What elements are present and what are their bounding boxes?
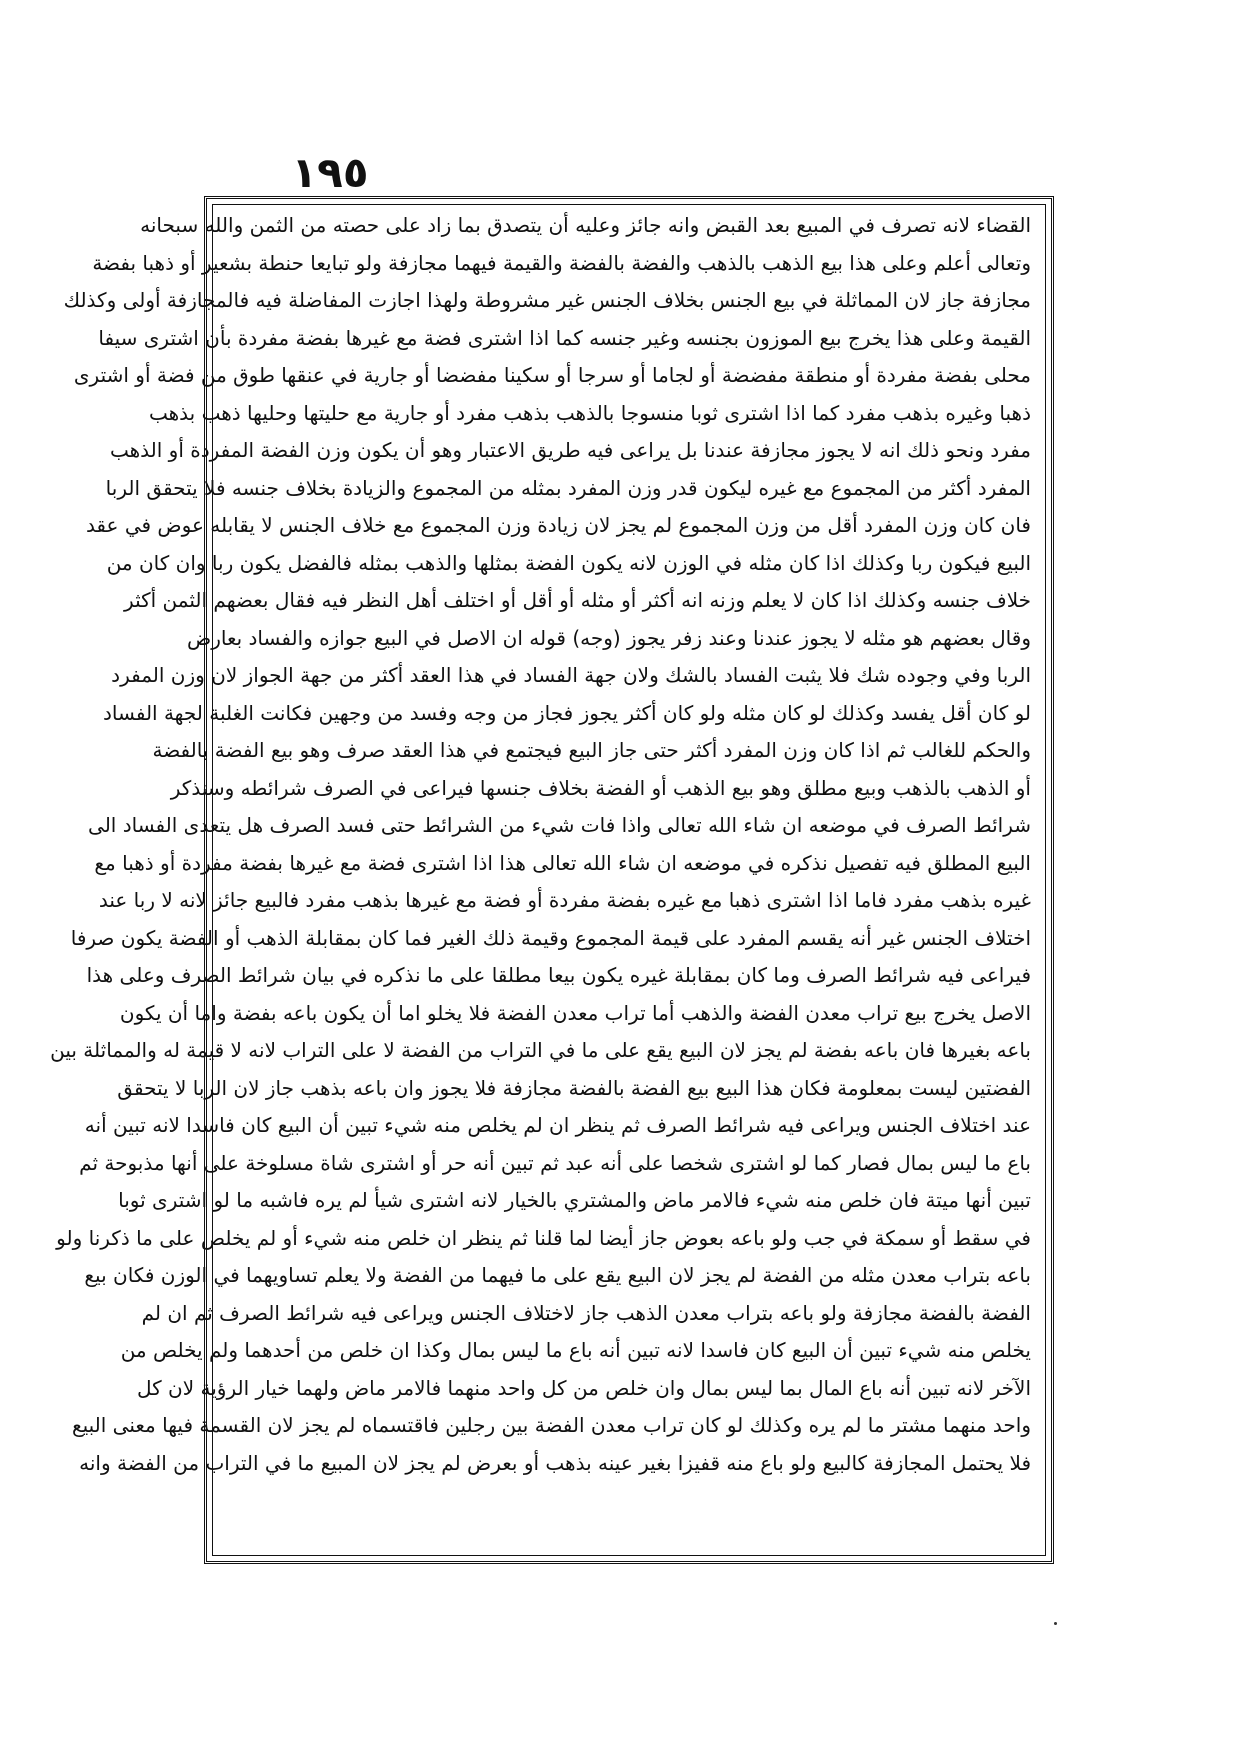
text-line: باعه بتراب معدن مثله من الفضة لم يجز لان البيع يقع على ما فيهما من الفضة ولا يعلم تساويهما في الوزن فكان بيع [84, 1263, 1031, 1287]
text-line: الربا وفي وجوده شك فلا يثبت الفساد بالشك ولان جهة الفساد في هذا العقد أكثر من جهة الجواز لان وزن المفرد [111, 663, 1031, 687]
text-line: باعه بغيرها فان باعه بفضة لم يجز لان البيع يقع على ما في التراب من الفضة لا على التراب لانه لا قيمة له والمماثلة بين [50, 1038, 1031, 1062]
text-line: مجازفة جاز لان المماثلة في بيع الجنس بخلاف الجنس غير مشروطة ولهذا اجازت المفاضلة فيه فالمجازفة أولى وكذلك [63, 288, 1031, 312]
text-line: محلى بفضة مفردة أو منطقة مفضضة أو لجاما أو سرجا أو سكينا مفضضا أو جارية في عنقها طوق من فضة أو اشترى [73, 363, 1031, 387]
text-line: شرائط الصرف في موضعه ان شاء الله تعالى واذا فات شيء من الشرائط حتى فسد الصرف هل يتعدى الفساد الى [88, 813, 1031, 837]
text-line: باع ما ليس بمال فصار كما لو اشترى شخصا على أنه عبد ثم تبين أنه حر أو اشترى شاة مسلوخة على أنها مذبوحة ثم [79, 1150, 1031, 1175]
text-line: والحكم للغالب ثم اذا كان وزن المفرد أكثر حتى جاز البيع فيجتمع في هذا العقد صرف وهو بيع الفضة بالفضة [152, 738, 1031, 762]
text-line: وقال بعضهم هو مثله لا يجوز عندنا وعند زفر يجوز (وجه) قوله ان الاصل في البيع جوازه والفساد بعارض [187, 625, 1031, 650]
text-line: فلا يحتمل المجازفة كالبيع ولو باع منه قفيزا بغير عينه بذهب أو بعرض لم يجز لان المبيع ما في التراب من الفضة وانه [79, 1450, 1031, 1475]
page-number: ١٩٥ [291, 148, 369, 197]
text-block [50, 207, 1031, 1557]
text-line: القيمة وعلى هذا يخرج بيع الموزون بجنسه وغير جنسه كما اذا اشترى فضة مع غيرها بفضة مفردة بأن اشترى سيفا [98, 325, 1031, 350]
text-line: الآخر لانه تبين أنه باع المال بما ليس بمال وان خلص من كل واحد منهما فالامر ماض ولهما خيار الرؤية لان كل [137, 1375, 1031, 1400]
text-line: أو الذهب بالذهب وبيع مطلق وهو بيع الذهب أو الفضة بخلاف جنسها فيراعى في الصرف شرائطه وسنذكر [170, 775, 1031, 800]
text-line [229, 1520, 1031, 1558]
text-line: الفضتين ليست بمعلومة فكان هذا البيع بيع الفضة بالفضة مجازفة فلا يجوز وان باعه بذهب جاز لان الربا لا يتحقق [117, 1075, 1031, 1100]
text-line: فيراعى فيه شرائط الصرف وما كان بمقابلة غيره يكون بيعا مطلقا على ما نذكره في بيان شرائط الصرف وعلى هذا [86, 963, 1031, 987]
text-line: عند اختلاف الجنس ويراعى فيه شرائط الصرف ثم ينظر ان لم يخلص منه شيء تبين أن البيع كان فاسدا لانه تبين أنه [84, 1113, 1031, 1137]
text-line: يخلص منه شيء تبين أن البيع كان فاسدا لانه تبين أنه باع ما ليس بمال وكذا ان خلص من أحدهما ولم يخلص من [120, 1338, 1031, 1362]
text-line: مفرد ونحو ذلك انه لا يجوز مجازفة عندنا بل يراعى فيه طريق الاعتبار وهو أن يكون وزن الفضة المفردة أو الذهب [109, 438, 1031, 462]
text-line: ذهبا وغيره بذهب مفرد كما اذا اشترى ثوبا منسوجا بالذهب بذهب مفرد أو جارية مع حليتها وحليها ذهب بذهب [148, 400, 1031, 425]
text-line: الاصل يخرج بيع تراب معدن الفضة والذهب أما تراب معدن الفضة فلا يخلو اما أن يكون باعه بفضة واما أن يكون [119, 1000, 1031, 1025]
stray-ink-dot [1054, 1622, 1057, 1625]
text-line: فان كان وزن المفرد أقل من وزن المجموع لم يجز لان زيادة وزن المجموع مع خلاف الجنس لا يقابله عوض في عقد [85, 513, 1031, 537]
text-line: في سقط أو سمكة في جب ولو باعه بعوض جاز أيضا لما قلنا ثم ينظر ان خلص منه شيء أو لم يخلص على ما ذكرنا ولو [56, 1225, 1031, 1250]
text-line [229, 1482, 1031, 1520]
text-line: البيع فيكون ربا وكذلك اذا كان مثله في الوزن لانه يكون الفضة بمثلها والذهب بمثله فالفضل يكون ربا وان كان من [106, 550, 1031, 575]
text-frame [50, 196, 1054, 1564]
text-line: غيره بذهب مفرد فاما اذا اشترى ذهبا مع غيره بفضة مفردة أو فضة مع غيرها بذهب مفرد فالبيع جائز لانه لا ربا عند [98, 888, 1031, 912]
text-line: القضاء لانه تصرف في المبيع بعد القبض وانه جائز وعليه أن يتصدق بما زاد على حصته من الثمن والله سبحانه [140, 213, 1031, 237]
text-line: المفرد أكثر من المجموع مع غيره ليكون قدر وزن المفرد بمثله من المجموع والزيادة بخلاف جنسه فلا يتحقق الربا [105, 475, 1031, 500]
text-line: خلاف جنسه وكذلك اذا كان لا يعلم وزنه انه أكثر أو مثله أو أقل أو اختلف أهل النظر فيه فقال بعضهم الثمن أكثر [124, 588, 1031, 612]
text-line: لو كان أقل يفسد وكذلك لو كان مثله ولو كان أكثر يجوز فجاز من وجه وفسد من وجهين فكانت الغلبة لجهة الفساد [102, 700, 1031, 725]
text-line: البيع المطلق فيه تفصيل نذكره في موضعه ان شاء الله تعالى هذا اذا اشترى فضة مع غيرها بفضة مفردة أو ذهبا مع [94, 850, 1031, 875]
text-line: وتعالى أعلم وعلى هذا بيع الذهب بالذهب والفضة بالفضة والقيمة فيهما مجازفة ولو تبايعا حنطة بشعير أو ذهبا بفضة [92, 250, 1031, 275]
text-line: الفضة بالفضة مجازفة ولو باعه بتراب معدن الذهب جاز لاختلاف الجنس ويراعى فيه شرائط الصرف ثم ان لم [141, 1300, 1031, 1325]
text-line: واحد منهما مشتر ما لم يره وكذلك لو كان تراب معدن الفضة بين رجلين فاقتسماه لم يجز لان القسمة فيها معنى البيع [71, 1413, 1031, 1437]
text-line: اختلاف الجنس غير أنه يقسم المفرد على قيمة المجموع وقيمة ذلك الغير فما كان بمقابلة الذهب أو الفضة يكون صرفا [70, 925, 1031, 950]
text-line: تبين أنها ميتة فان خلص منه شيء فالامر ماض والمشتري بالخيار لانه اشترى شيأ لم يره فاشبه ما لو اشترى ثوبا [118, 1188, 1031, 1212]
